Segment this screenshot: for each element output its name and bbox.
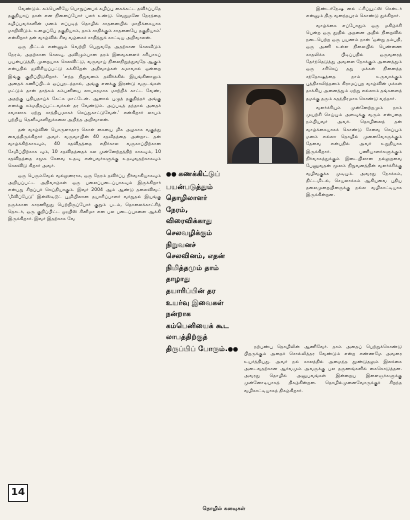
left-paragraph: வேண்டும். கம்பெனியே பொறுப்பைக் கழிப்பு கைக்கட்ட தவிர்ப்பதே தகுதியாய் தான் என நினைப்போர் பலர் உண்டு. வெறுமனே நேரத்தை கழிப்பவர்களின் மனம் எப்படித் தொழில் சாதனையில் மாறிக்கையாக மாறிவிடும். உழைப்பே தகுதியாம், தாம் சாதிக்கும் சாதனையே தகுதியாம்' என்கிறார் தன் வாழ்வில் சிவ வழ்கைச் சாதித்துக் காட்டிய அறிவாலன். [8, 7, 161, 42]
right-paragraph: வளர்ச்சியும் முன்னேற்றமும் நாம் முயற்சி செய்யும் அளவுக்கு வரும் என்பதை நம்பியவர் அவர். தொழிலைத் தன் வாழ்க்கையாகக் கொண்டு சேவை செய்யும் மனம் எல்லா தொழில் முனைவோருக்கும் தேவை என்பதில் அவர் உறுதியாக இருக்கிறார். பணியாளர்களுக்கும் நிர்வாகத்துக்கும் இடையிலான நல்லுறவை பேணுவதன் மூலம் நிறுவனத்தின் வளர்ச்சிக்கு வழிவகுக்க முடியும். அவரது நோக்கம், திட்டமிடல், செயலாக்கம் ஆகியவை புதிய தலைமுறையினருக்கு நல்ல வழிகாட்டியாக இருக்கின்றன. [306, 105, 402, 199]
bullet-icon: ●● [166, 171, 177, 178]
left-paragraph: ஒரு பெரும்வேல் வல்லுனராக, ஒரு நேரம் தவிர்ப்ப நிர்வாகியாகவும் அறியப்பட்ட அதிவாழ்கள் ஒரு பலைப்படைப்பாகவும் இருக்கிறார் என்பது சிறப்புச் செய்தியாகும். இவர் 2004 ஆம் ஆண்டு தலைவிவட் 'மீவிப்பேடு' இன்ஸ்டிடூட் பூமியிலான தயாரிப்பாளர் வர்துதல் இயங்கு நருக்கான காரணிதுது பெற்றிருப்போர் குறும் படம், தொலைக்காட்சித் தொடர், ஒரு குறிப்பிட்ட லூயிஸ் சினிமா என பல படைப்புகளை ஆக்கி இருக்கிறார். இவர் இதற்காக வே [8, 173, 161, 223]
top-rule [0, 0, 410, 3]
right-paragraph: இண்டர்நேஷ னல் ட்ரிப்யூட்ஸ் சென்டர் என்னும் திரு வனந்தபுரம் கொண்டு துக்கிறார். [306, 7, 402, 20]
right-column [306, 6, 402, 202]
page-number: 14 [8, 484, 28, 502]
left-paragraph: தன் வாழ்வின் பொருளாதார கொள் கையை மிக அழகாக வகுத்து வைத்திருக்கிறார் அவர். வருவாயின் 40 சதவீதத்தை அன்றாட தன் வாழ்க்கிற்காகவும், 40 சதவிதத்தை எதிர்கால வருகாப்பிற்கான சேமிப்பிற்காக வும், 10 சதவிதத்தைக் கல முன்னேற்றத்திற் காகவும், 10 சதவிதத்தை சமூக சேவை உதவு என்பவர்களுக்கு உதவுவதற்காகவும் செலவிடு கிறார் அவர். [8, 127, 161, 170]
portrait-photo [227, 84, 304, 164]
left-paragraph: ஒரு திட்டம் எண்ணும் வெற்றி பெறுவதே அதற்கான செலவீடும் நேரம், அதற்கான செலவு, அவிழும்பான தரம் இவைகளைச் சரியாகப் பயன்படுத்தி, முறையாக செலவிட்டு, வருவாய் நிலைநிறுத்துவதே ஆகும் என்பதில் ஐவிசியப்பட்டு சுக்கிறேன் அதிவாழ்கள் சுமாவால் ஒன்றை இங்கு குறிப்பிடுகிறார். 'எந்த நிறுவனம் தவிர்க்கில் இயங்கினாலும் அதைக் கணிப்பிடம் ஒப்புநடத்தால், அங்கு எனக்கு இரண்டு வருடங்கள் மட்டும் தான் தாத்கம் கம்பனியை லாபகரமாக மாற்றிக் காட்ட வேண், அதற்கு புதியதாய்க் கேட்க மாட்டேன். ஆனால் புழுத் தகுதித்தர் அங்கு எனக்கு சம்மதிதப்பட்டவர்கள் தர வேண்டும். அப்படித் தந்தால் அதைச் சவாலாக ஏற்று சாத்தியமாகச் செய்துகாட்டுவேன்.' என்கிறார் லாபம் பற்றிய தெளிவுகளிதுக்கலை அறிந்த அறிவாலன். [8, 45, 161, 124]
right-paragraph: வாழ்க்கை எப்போதும் ஒரு மகிழ்ச்சி பென்ற ஒரு தூதில் அதனை அதில் நிறைவில் நடைபெற்ற ஒரு பயணம் நான் 'ஒன்று தம்பதி, ஒரு அணி உள்ள நிலையில் பெண்ணை காதலிக்க பிடிப்பதில் ஒருவரைத் தேர்ந்தெடுத்து அவளை நோக்கும் அனைத்தும் ஒரு சரிசெய் தது மக்கள் நினைத்த சந்தோஷத்தை நாம் உருவாக்கும் புத்திசாலித்தனம் கிராமப்புற வாழ்வின் மக்கள் தாக்கிய அனைத்தும் ஏற்று எல்லாம் தங்களைத் தமக்கு தரும் சுதந்திரமாக கொண்டு வந்தார். [306, 23, 402, 102]
right-bottom-paragraph: நற்பண்பு தொழிலின் ஆணிவேர். தாம் அதைப் பெற்றுக்கொண்டு பிறருக்கும் அதைச் சொல்லித்தர வேண்டும் என்ற எண்ணமே அவரை உயர்த்தியது. அவர் நல் காலத்தில் அமைந்த தூண்டுதலும் இலக்கை அடைவதற்கான ஆர்வமும் அவருக்கு பல தருணங்களில் கைகொடுத்தன. அவரது தொழில் அனுபவங்கள் இன்றைய இளைஞர்களுக்கு முன்னோடியாகத் திகழ்கின்றன. தொழில்முனைவோருக்குச் சிறந்த வழிகாட்டியாகத் திகழ்கிறார். [244, 345, 402, 394]
magazine-footer-title: தொழில் கனவுகள் [202, 506, 246, 512]
left-column [8, 6, 161, 226]
bullet-icon: ●● [227, 345, 239, 353]
pull-quote: ●● கணக்கிட்டுப் பயன்படுத்தும் தொழிலாளர் நேரம், விரைவிக்காது செலவழிக்கும் நிறுவனச் செலவினம், எதன் நிமித்தமும் தாம் தாழாது தயாரிப்பின் தர உயர்வு இவைகள் நன்றாக கம்பெனியைக் கூட லாபத்திற்குத் திருப்பிப் போரும்.●● [166, 168, 244, 356]
